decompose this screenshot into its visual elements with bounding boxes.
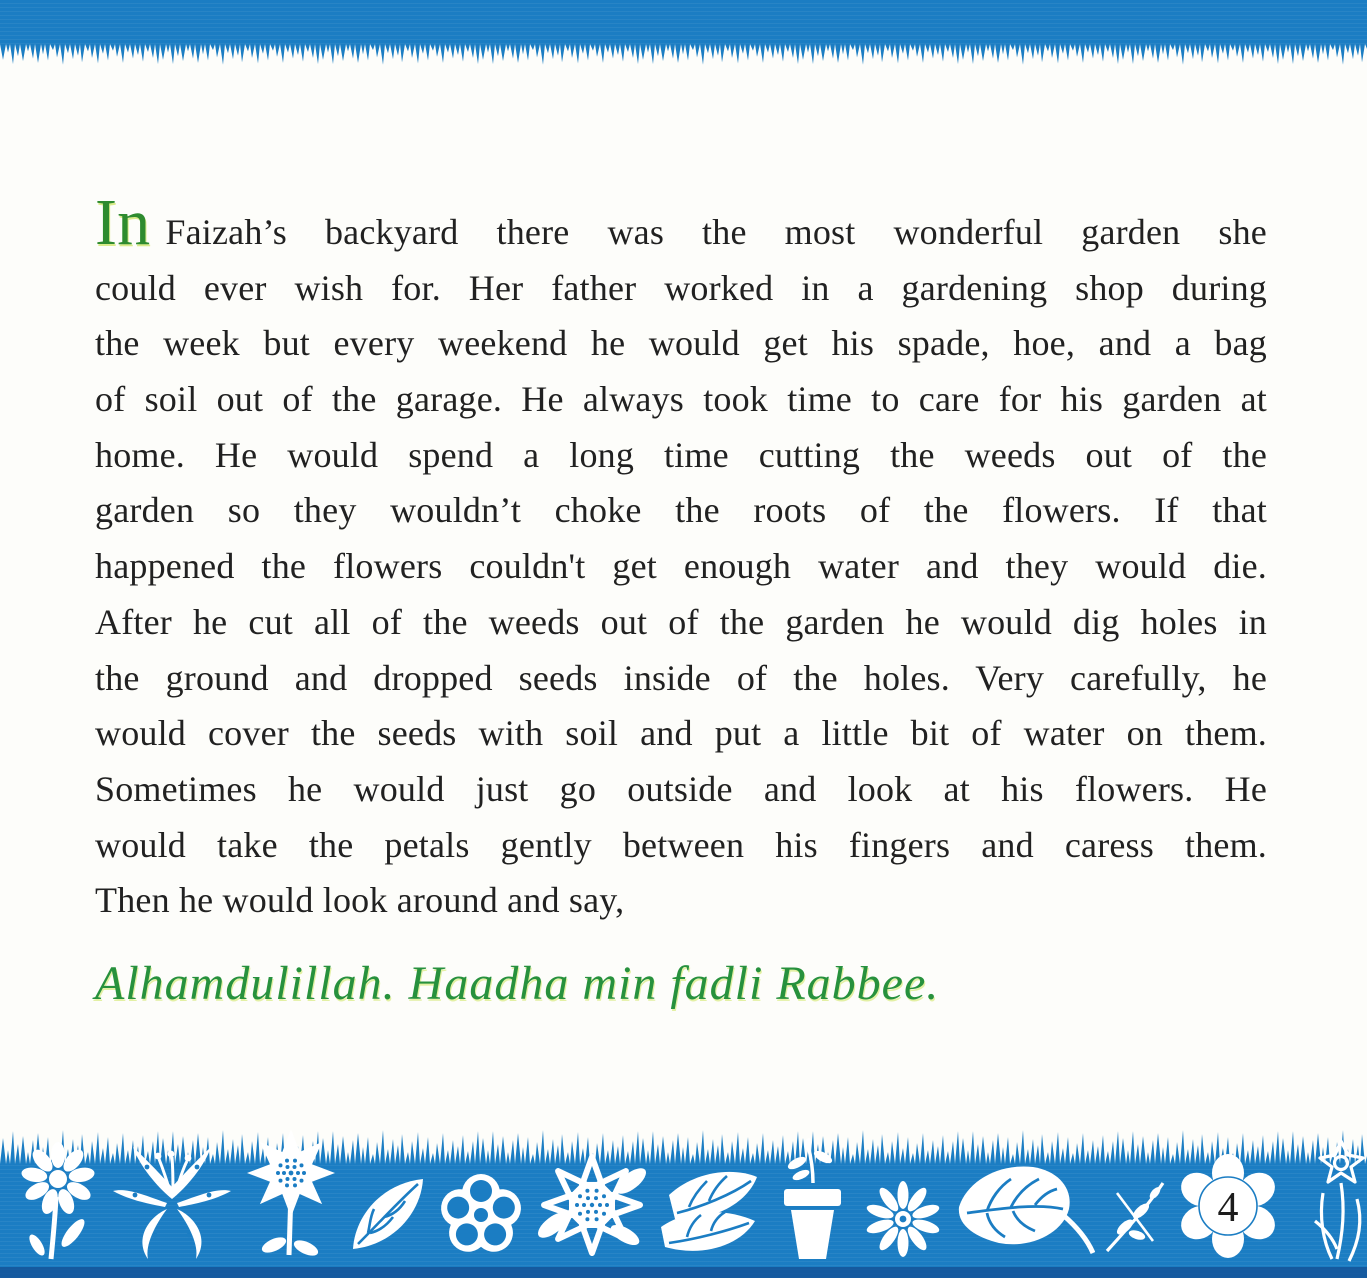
story-line bbox=[95, 186, 1267, 261]
serrated-leaf-icon bbox=[947, 1157, 1095, 1263]
folded-leaves-icon bbox=[653, 1163, 765, 1263]
daisy-burst-icon bbox=[859, 1175, 947, 1263]
story-line: After he cut all of the weeds out of the garden he would dig holes in bbox=[95, 601, 1267, 642]
story-line: the ground and dropped seeds inside of the holes. Very carefully, he bbox=[95, 657, 1267, 698]
top-grass-border bbox=[0, 0, 1367, 66]
page-number-flower bbox=[1171, 1149, 1285, 1263]
daisy-flower-icon bbox=[10, 1141, 105, 1263]
story-line: Sometimes he would just go outside and look at his flowers. He bbox=[95, 768, 1267, 809]
story-line: would cover the seeds with soil and put a little bit of water on them. bbox=[95, 713, 1267, 754]
story-line: of soil out of the garage. He always took time to care for his garden at bbox=[95, 379, 1267, 420]
sprig-icon bbox=[1095, 1171, 1171, 1263]
sunflower-icon bbox=[239, 1127, 343, 1263]
page-number: 4 bbox=[1217, 1185, 1239, 1231]
sunflower-head-icon bbox=[531, 1147, 653, 1263]
flower-row bbox=[10, 1125, 1367, 1263]
bottom-grass-border bbox=[0, 1128, 1367, 1278]
story-line: could ever wish for. Her father worked in a gardening shop during bbox=[95, 267, 1267, 308]
story-line: the week but every weekend he would get his spade, hoe, and a bag bbox=[95, 323, 1267, 364]
story-text bbox=[0, 66, 1367, 1011]
story-line: garden so they wouldn’t choke the roots of the flowers. If that bbox=[95, 490, 1267, 531]
story-line-text: Faizah’s backyard there was the most wonderful garden she bbox=[165, 212, 1267, 252]
narcissus-flower-icon bbox=[1285, 1125, 1367, 1263]
top-grass-fringe bbox=[0, 44, 1367, 66]
dua-line: Alhamdulillah. Haadha min fadli Rabbee. bbox=[95, 956, 940, 1010]
story-line: Then he would look around and say, bbox=[95, 880, 625, 921]
top-blue-band bbox=[0, 0, 1367, 44]
flower-pot-icon bbox=[765, 1137, 859, 1263]
drop-cap: In bbox=[95, 186, 151, 259]
story-line: happened the flowers couldn't get enough water and they would die. bbox=[95, 546, 1267, 587]
plumeria-flower-icon bbox=[431, 1165, 531, 1263]
lily-flower-icon bbox=[105, 1137, 239, 1263]
tilted-leaf-icon bbox=[343, 1171, 431, 1263]
story-line: home. He would spend a long time cutting the weeds out of the bbox=[95, 434, 1267, 475]
story-line: would take the petals gently between his fingers and caress them. bbox=[95, 824, 1267, 865]
